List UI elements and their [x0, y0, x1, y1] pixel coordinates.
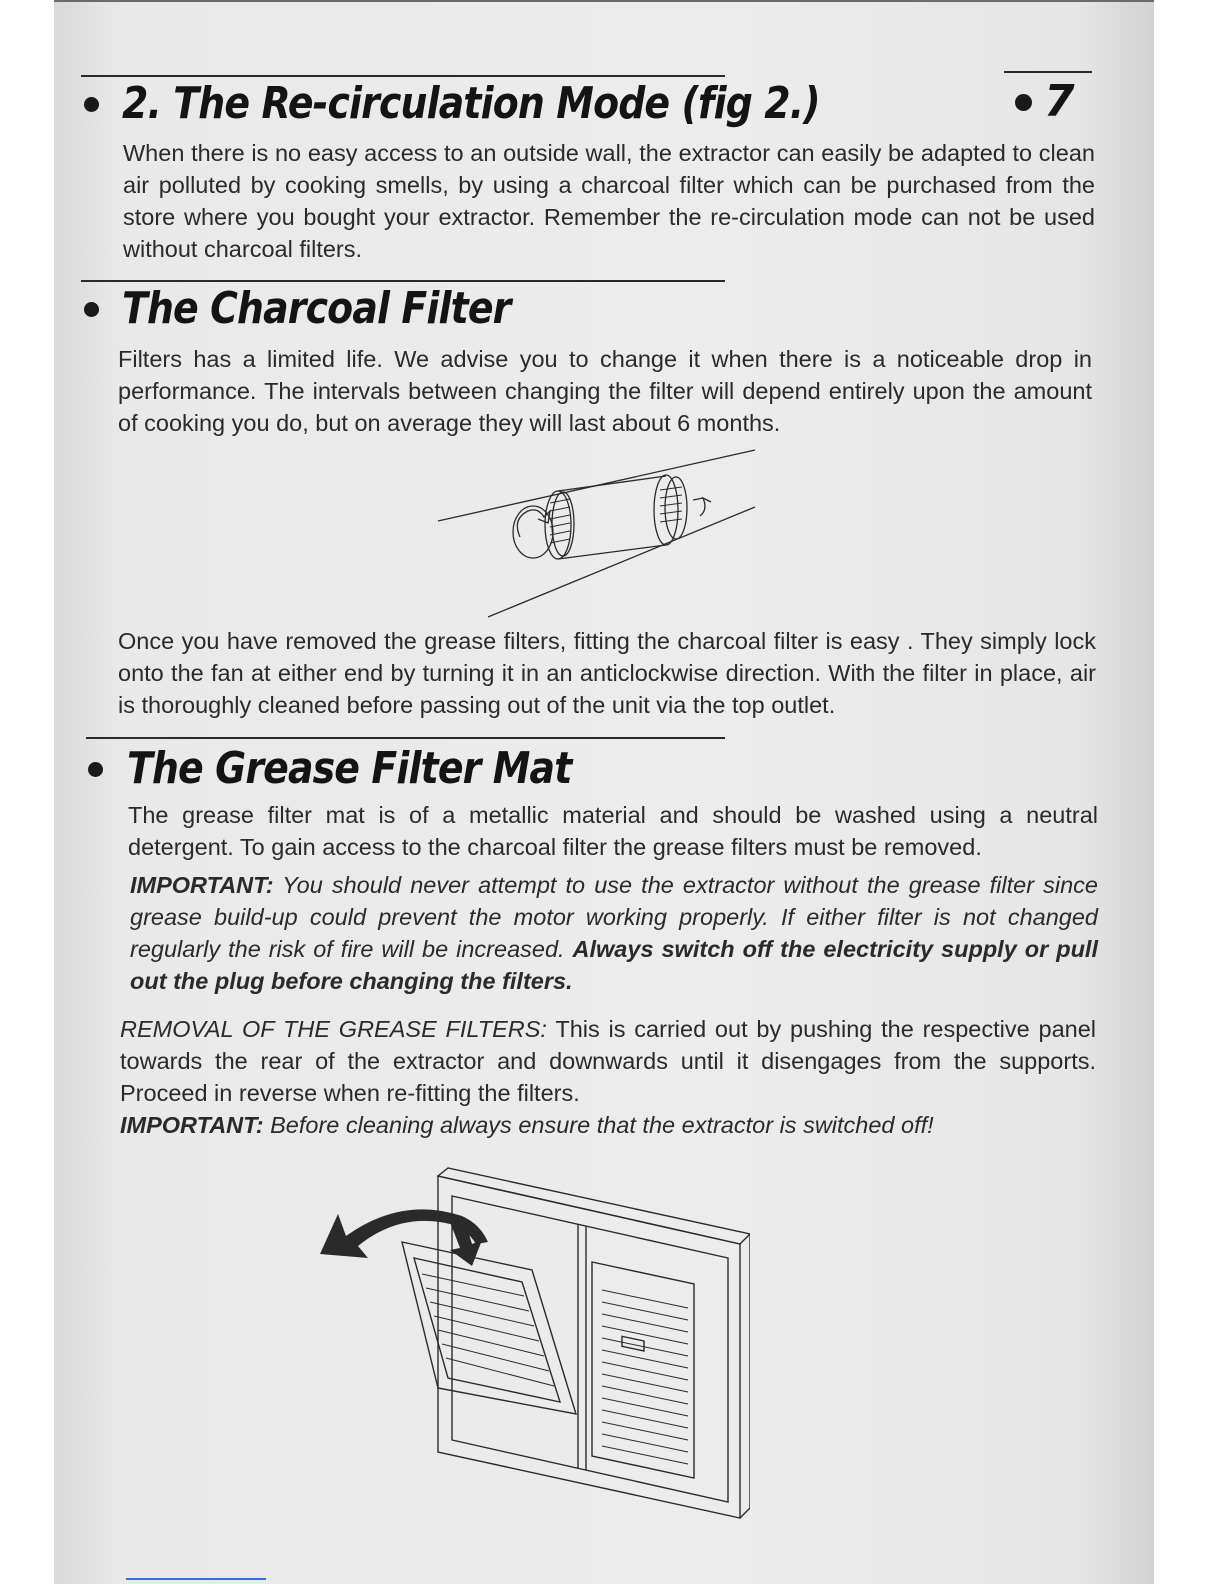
- section-rule-grease: [86, 737, 725, 739]
- paragraph-charcoal-life: Filters has a limited life. We advise you to change it when there is a noticeable drop in performance. The intervals between changing the filter will depend entirely upon the amount of cooking you do, but on average they will last about 6 months.: [118, 346, 1092, 436]
- charcoal-filter-illustration: [430, 445, 765, 620]
- important-switch-off: [120, 1109, 1096, 1141]
- footer-link-line: [126, 1578, 266, 1580]
- heading-bullet: [84, 302, 99, 317]
- page-number: 7: [1044, 76, 1075, 127]
- important-warning: [130, 869, 1098, 997]
- important-label: IMPORTANT:: [130, 872, 274, 898]
- grease-filter-removal-illustration: [310, 1162, 750, 1522]
- removal-instructions: [120, 1013, 1096, 1109]
- section-rule-charcoal: [81, 280, 725, 282]
- heading-recirculation: 2. The Re-circulation Mode (fig 2.): [122, 78, 820, 129]
- section-rule-recirculation: [81, 75, 725, 77]
- important2-label: IMPORTANT:: [120, 1112, 264, 1138]
- page-number-rule: [1004, 71, 1092, 73]
- important-bold-text: Always switch off the electricity supply or pull out the plug before changing the filters.: [130, 936, 1098, 994]
- removal-label: REMOVAL OF THE GREASE FILTERS:: [120, 1016, 547, 1042]
- paragraph-charcoal-fitting: Once you have removed the grease filters, fitting the charcoal filter is easy . They simply lock onto the fan at either end by turning it in an anticlockwise direction. With the filter in place, air is thoroughly cleaned before passing out of the unit via the top outlet.: [118, 628, 1096, 718]
- heading-bullet: [88, 762, 103, 777]
- page-number-bullet: [1015, 94, 1032, 111]
- heading-charcoal-filter: The Charcoal Filter: [122, 283, 511, 334]
- page-top-edge: [54, 0, 1154, 2]
- heading-grease-filter-mat: The Grease Filter Mat: [127, 743, 572, 794]
- important2-text: Before cleaning always ensure that the extractor is switched off!: [270, 1112, 934, 1138]
- paragraph-recirculation: When there is no easy access to an outside wall, the extractor can easily be adapted to clean air polluted by cooking smells, by using a charcoal filter which can be purchased from the store where you bought your extractor. Remember the re-circulation mode can not be used without charcoal filters.: [123, 140, 1095, 262]
- removal-text: This is carried out by pushing the respective panel towards the rear of the extractor and downwards until it disengages from the supports. Proceed in reverse when re-fitting the filters.: [120, 1016, 1096, 1106]
- important-text: You should never attempt to use the extractor without the grease filter since grease build-up could prevent the motor working properly. If either filter is not changed regularly the risk of fire will be increased.: [130, 872, 1098, 962]
- heading-bullet: [84, 97, 99, 112]
- paragraph-grease-mat: The grease filter mat is of a metallic material and should be washed using a neutral detergent. To gain access to the charcoal filter the grease filters must be removed.: [128, 802, 1098, 860]
